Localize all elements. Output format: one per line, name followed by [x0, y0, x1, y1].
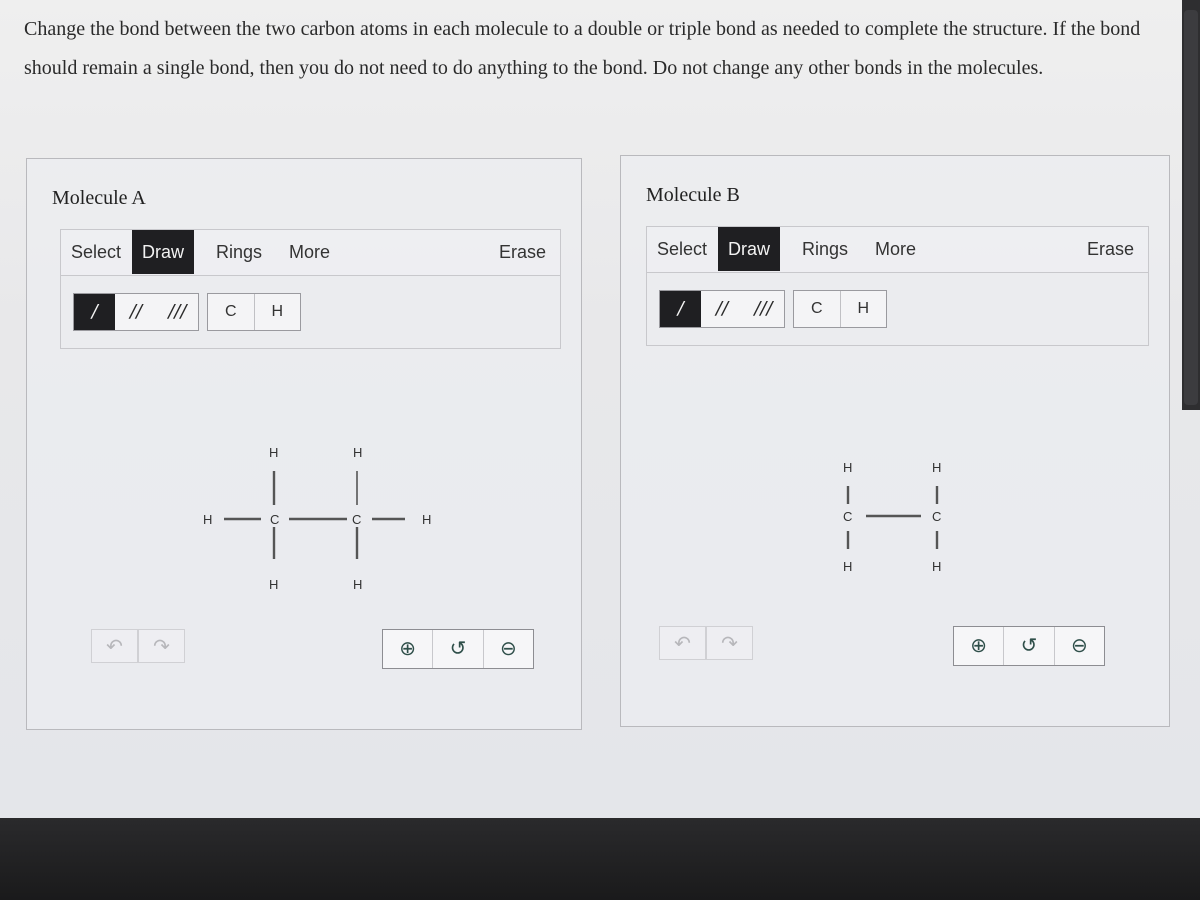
- triple-bond-button[interactable]: ///: [168, 301, 187, 322]
- double-bond-button[interactable]: //: [129, 301, 143, 322]
- zoom-in-icon[interactable]: ⊕: [399, 638, 417, 660]
- erase-button[interactable]: Erase: [1086, 239, 1134, 259]
- editor-toolbar: [60, 229, 561, 276]
- monitor-bezel: [0, 818, 1200, 900]
- atom-type-group: [793, 290, 887, 328]
- atom-h: H: [843, 460, 853, 475]
- drawing-canvas[interactable]: [621, 356, 1169, 656]
- reset-zoom-icon[interactable]: ↺: [432, 630, 482, 668]
- atom-h: H: [353, 577, 363, 592]
- question-instruction: Change the bond between the two carbon atoms in each molecule to a double or triple bond as needed to complete the structure. If the bond should remain a single bond, then you do not need to do anything to the bond. Do not change any other bonds in the molecules.: [24, 18, 1141, 79]
- molecule-a-panel: [26, 158, 582, 730]
- zoom-in-icon[interactable]: ⊕: [970, 635, 988, 657]
- zoom-controls: [382, 629, 534, 669]
- undo-icon[interactable]: ↶: [91, 629, 138, 663]
- editor-toolbar: [646, 226, 1149, 273]
- tab-select[interactable]: Select: [657, 239, 708, 259]
- history-controls: [659, 626, 753, 660]
- atom-c: C: [352, 512, 362, 527]
- carbon-atom-button[interactable]: C: [810, 300, 823, 317]
- tab-more[interactable]: More: [289, 242, 331, 262]
- tab-select[interactable]: Select: [71, 242, 122, 262]
- panel-title: Molecule B: [646, 184, 740, 206]
- tab-rings[interactable]: Rings: [802, 239, 849, 259]
- atom-h: H: [203, 512, 213, 527]
- atom-h: H: [422, 512, 432, 527]
- tab-draw[interactable]: Draw: [132, 230, 194, 274]
- atom-h: H: [932, 460, 942, 475]
- molecule-a-structure[interactable]: [27, 359, 581, 659]
- tab-draw[interactable]: Draw: [718, 227, 780, 271]
- history-controls: [91, 629, 185, 663]
- zoom-out-icon[interactable]: ⊖: [1054, 627, 1104, 665]
- atom-h: H: [932, 559, 942, 574]
- undo-icon[interactable]: ↶: [659, 626, 706, 660]
- molecule-b-panel: [620, 155, 1170, 727]
- tab-rings[interactable]: Rings: [216, 242, 263, 262]
- atom-c: C: [270, 512, 280, 527]
- bond-type-group: [73, 293, 199, 331]
- atom-h: H: [269, 445, 279, 460]
- zoom-out-icon[interactable]: ⊖: [483, 630, 533, 668]
- scrollbar-thumb[interactable]: [1184, 10, 1198, 405]
- molecule-b-structure[interactable]: [621, 356, 1169, 656]
- carbon-atom-button[interactable]: C: [224, 303, 237, 320]
- draw-subtoolbar: [60, 275, 561, 349]
- atom-h: H: [843, 559, 853, 574]
- hydrogen-atom-button[interactable]: H: [840, 291, 887, 327]
- tab-more[interactable]: More: [875, 239, 917, 259]
- single-bond-button[interactable]: /: [74, 294, 115, 330]
- single-bond-button[interactable]: /: [660, 291, 701, 327]
- atom-type-group: [207, 293, 301, 331]
- double-bond-button[interactable]: //: [715, 298, 729, 319]
- drawing-canvas[interactable]: [27, 359, 581, 659]
- reset-zoom-icon[interactable]: ↺: [1003, 627, 1053, 665]
- draw-subtoolbar: [646, 272, 1149, 346]
- atom-h: H: [269, 577, 279, 592]
- atom-c: C: [843, 509, 853, 524]
- erase-button[interactable]: Erase: [498, 242, 546, 262]
- triple-bond-button[interactable]: ///: [754, 298, 773, 319]
- hydrogen-atom-button[interactable]: H: [254, 294, 301, 330]
- bond-type-group: [659, 290, 785, 328]
- atom-h: H: [353, 445, 363, 460]
- redo-icon[interactable]: ↷: [138, 629, 185, 663]
- panel-title: Molecule A: [52, 187, 146, 209]
- atom-c: C: [932, 509, 942, 524]
- redo-icon[interactable]: ↷: [706, 626, 753, 660]
- zoom-controls: [953, 626, 1105, 666]
